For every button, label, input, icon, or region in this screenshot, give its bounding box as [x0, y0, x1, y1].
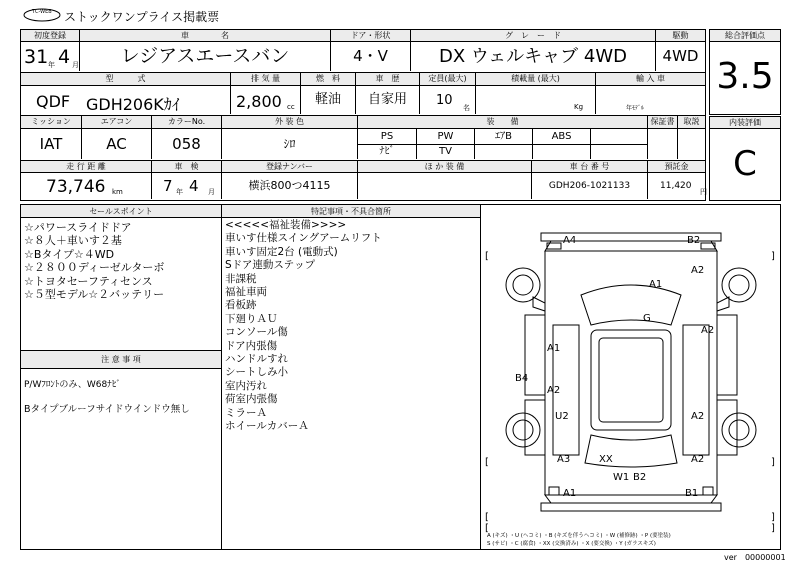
selling-point: ☆５型モデル☆２バッテリー — [24, 288, 165, 302]
capacity-unit: 名 — [463, 104, 470, 112]
capacity: 10 — [436, 93, 453, 108]
selling-point: ☆２８００ディーゼルターボ — [24, 261, 165, 275]
label-door-shape: ドア・形状 — [330, 30, 410, 41]
cc-unit: cc — [287, 103, 295, 111]
manual-cell — [677, 129, 705, 159]
mark: A3 — [557, 454, 571, 465]
label-first-reg: 初度登録 — [21, 30, 79, 41]
door-shape: 4・V — [353, 47, 388, 65]
version: ver 00000001 — [724, 553, 786, 562]
chassis: GDH206-1021133 — [548, 181, 631, 191]
mark: B2 — [687, 235, 701, 246]
logo-icon — [22, 6, 62, 22]
fuel: 軽油 — [314, 92, 341, 107]
mark: U2 — [555, 411, 569, 422]
label-displacement: 排 気 量 — [230, 73, 300, 85]
insp-year: 7 — [163, 177, 173, 195]
special-item: ドア内張傷 — [225, 339, 278, 352]
label-aircon: エアコン — [81, 116, 151, 128]
inspection-cell — [151, 173, 221, 199]
svg-text:[: [ — [485, 251, 489, 262]
wheel-front-left — [506, 268, 540, 302]
label-fuel: 燃 料 — [300, 73, 355, 85]
yen-unit: 円 — [700, 188, 707, 196]
first-reg-year-unit: 年 — [48, 61, 55, 69]
history-cell — [355, 86, 419, 114]
interior-rating-label: 内装評価 — [710, 117, 780, 129]
label-chassis: 車 台 番 号 — [531, 161, 647, 172]
mark: B4 — [515, 373, 529, 384]
vehicle-name-cell — [79, 42, 330, 71]
wheel-rear-right — [722, 413, 756, 447]
legend-line-1: A (キズ) ・U (ヘコミ) ・B (キズを伴うヘコミ) ・W (補修跡) ・P (要塗装) — [487, 533, 671, 539]
label-manual: 取説 — [677, 116, 705, 128]
insp-month: 4 — [189, 177, 199, 195]
selling-point: ☆Bタイプ☆４WD — [24, 247, 115, 261]
special-item: シートしみ小 — [225, 366, 288, 379]
logo — [22, 6, 62, 22]
svg-text:]: ] — [771, 251, 775, 262]
label-capacity: 定員(最大) — [419, 73, 475, 85]
km-unit: km — [112, 188, 123, 196]
special-item: コンソール傷 — [225, 326, 288, 339]
equip-tv: TV — [416, 144, 474, 159]
special-item: Sドア連動ステップ — [225, 259, 316, 272]
special-item: ミラーＡ — [225, 406, 267, 419]
equip-airbag: ｴｱB — [474, 129, 532, 144]
svg-text:[: [ — [485, 512, 489, 523]
label-exterior: 外 装 色 — [221, 116, 357, 128]
equip-blank-b — [474, 144, 532, 159]
car-diagram — [481, 205, 781, 549]
door-shape-cell — [330, 42, 410, 71]
mark: A4 — [563, 235, 577, 246]
interior-rating-box — [709, 116, 781, 201]
mark: W1 — [613, 472, 630, 483]
selling-point: ☆パワースライドドア — [24, 221, 132, 234]
mark: A2 — [701, 325, 715, 336]
roof — [591, 330, 671, 430]
grade: DX ウェルキャブ 4WD — [438, 46, 628, 67]
right-front-door — [717, 315, 737, 395]
wheel-rear-left — [506, 413, 540, 447]
overall-rating-box — [709, 29, 781, 115]
displacement: 2,800 — [236, 92, 282, 111]
windscreen — [581, 285, 681, 325]
special-item: ハンドルすれ — [225, 353, 288, 366]
insp-month-unit: 月 — [208, 188, 215, 196]
aircon-cell — [81, 129, 151, 159]
notes-line-1: P/Wﾌﾛﾝﾄのみ、W68ﾅﾋﾞ — [24, 380, 121, 390]
special-item: 看板跡 — [225, 299, 257, 312]
exterior-cell — [221, 129, 357, 159]
displacement-cell — [230, 86, 300, 114]
special-item: 室内汚れ — [225, 379, 267, 392]
svg-text:[: [ — [485, 457, 489, 468]
rear-bumper — [541, 503, 721, 511]
label-load: 積載量 (最大) — [475, 73, 595, 85]
drive: 4WD — [662, 47, 699, 65]
notes-line-2: Bタイプブルーフサイドウインドウ無し — [24, 404, 190, 415]
legend-line-2: S (サビ) ・C (腐食) ・XX (交換済み) ・X (要交換) ・Y (ガラスキズ) — [487, 541, 656, 547]
selling-points-title: セールスポイント — [21, 205, 221, 218]
import-model-year: 年ﾓﾃﾞﾙ — [626, 105, 645, 112]
overall-rating-label: 総合評価点 — [710, 30, 780, 42]
label-mission: ミッション — [21, 116, 81, 128]
mark: XX — [599, 454, 613, 465]
equip-navi: ﾅﾋﾞ — [358, 144, 416, 159]
chassis-cell — [531, 173, 647, 199]
history: 自家用 — [367, 92, 407, 107]
mission: IAT — [39, 135, 63, 153]
load-unit: Kg — [574, 103, 584, 111]
special-item: 車いす仕様スイングアームリフト — [225, 232, 382, 245]
label-equipment: 装 備 — [357, 116, 647, 128]
label-warranty: 保証書 — [647, 116, 677, 128]
special-item: ホイールカバーＡ — [225, 420, 309, 433]
mark: A1 — [547, 343, 561, 354]
svg-text:]: ] — [771, 523, 775, 534]
color-no: 058 — [172, 135, 201, 153]
mark: A1 — [563, 488, 577, 499]
right-mirror — [717, 297, 729, 311]
mileage: 73,746 — [46, 177, 106, 197]
page-title: ストックワンプライス掲載票 — [64, 10, 220, 24]
special-item: 荷室内張傷 — [225, 393, 278, 406]
drive-cell — [655, 42, 705, 71]
model: GDH206Kｶｲ — [86, 95, 180, 114]
wheel-front-right — [722, 268, 756, 302]
first-reg-year: 31 — [24, 46, 49, 68]
label-plate: 登録ナンバー — [221, 161, 357, 172]
svg-text:[: [ — [485, 523, 489, 534]
mark: A1 — [649, 279, 663, 290]
special-item: 下廻りＡＵ — [225, 312, 278, 325]
special-item: 車いす固定2台 (電動式) — [225, 245, 338, 258]
label-price: 預託金 — [647, 161, 705, 172]
mark: B2 — [633, 472, 647, 483]
exterior: ｼﾛ — [283, 137, 296, 151]
header — [0, 0, 800, 26]
notes-panel — [21, 350, 221, 549]
mark: A2 — [691, 454, 705, 465]
fuel-cell — [300, 86, 355, 114]
interior-rating: C — [733, 144, 757, 184]
first-reg-month: 4 — [58, 46, 71, 68]
price: 11,420 — [660, 181, 692, 191]
special-item: <<<<<福祉装備>>>> — [225, 219, 347, 231]
special-item: 非課税 — [225, 272, 257, 285]
special-item: 福祉車両 — [225, 286, 267, 299]
special-title: 特記事項・不具合箇所 — [222, 205, 480, 218]
vehicle-name: レジアスエースバン — [120, 45, 290, 67]
aircon: AC — [106, 135, 127, 153]
label-model: 型 式 — [21, 73, 230, 85]
capacity-cell — [419, 86, 475, 114]
mark: A2 — [547, 385, 561, 396]
car-diagram-panel — [480, 205, 780, 549]
taillight-right — [703, 487, 713, 495]
overall-rating: 3.5 — [716, 56, 774, 97]
label-inspection: 車 検 — [151, 161, 221, 172]
label-drive: 駆動 — [655, 30, 705, 41]
selling-points-panel — [21, 205, 221, 349]
load-cell — [475, 86, 595, 114]
plate-cell — [221, 173, 357, 199]
grade-cell — [410, 42, 655, 71]
taillight-left — [549, 487, 559, 495]
model-prefix: QDF — [36, 92, 71, 111]
insp-year-unit: 年 — [176, 188, 183, 196]
logo-text: TC-WEB — [32, 9, 52, 15]
selling-point: ☆８人＋車いす２基 — [24, 234, 122, 248]
left-mirror — [533, 297, 545, 311]
label-grade: グ レ ー ド — [410, 30, 655, 41]
mark: A2 — [691, 411, 705, 422]
color-no-cell — [151, 129, 221, 159]
special-panel — [221, 205, 480, 549]
warranty-cell — [647, 129, 677, 159]
equip-pw: PW — [416, 129, 474, 144]
import-cell — [595, 86, 705, 114]
equip-ps: PS — [380, 131, 394, 142]
svg-text:]: ] — [771, 457, 775, 468]
equip-blank-c — [532, 144, 590, 159]
svg-text:]: ] — [771, 512, 775, 523]
first-reg-month-unit: 月 — [72, 61, 79, 69]
equip-blank-a — [590, 129, 648, 144]
selling-point: ☆トヨタセーフティセンス — [24, 274, 153, 288]
price-cell — [647, 173, 705, 199]
equipment-grid — [357, 129, 647, 159]
label-color-no: カラーNo. — [151, 116, 221, 128]
mark: A2 — [691, 265, 705, 276]
notes-title: 注 意 事 項 — [21, 351, 221, 369]
mark: B1 — [685, 488, 699, 499]
mark: G — [643, 313, 651, 324]
label-mileage: 走 行 距 離 — [21, 161, 151, 172]
label-other-equip: ほ か 装 備 — [357, 161, 531, 172]
equip-abs: ABS — [532, 129, 590, 144]
label-history: 車 歴 — [355, 73, 419, 85]
plate: 横浜800つ4115 — [248, 179, 331, 192]
other-equip-cell — [357, 173, 531, 199]
label-vehicle-name: 車 名 — [79, 30, 330, 41]
equip-blank-d — [590, 144, 648, 159]
label-import: 輸 入 車 — [595, 73, 705, 85]
